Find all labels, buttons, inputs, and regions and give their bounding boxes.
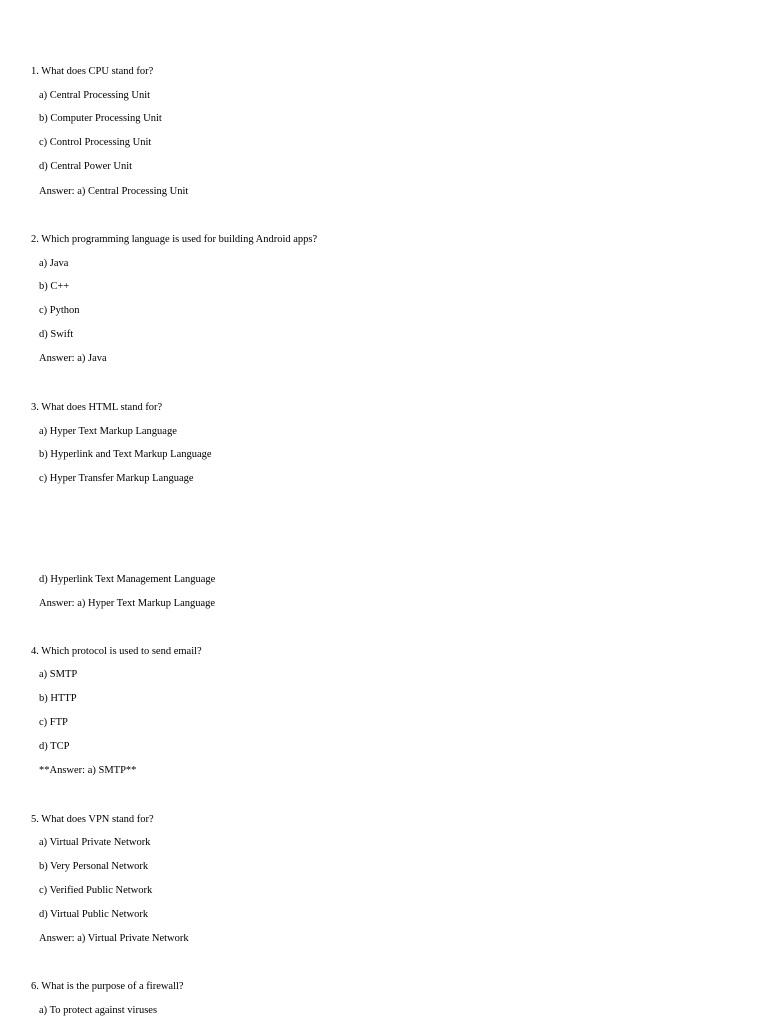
question-3-answer: Answer: a) Hyper Text Markup Language — [39, 598, 216, 609]
question-2-option-a: a) Java — [39, 258, 69, 269]
question-3-option-d: d) Hyperlink Text Management Language — [39, 574, 216, 585]
question-1-option-d: d) Central Power Unit — [39, 161, 133, 172]
question-2-text: 2. Which programming language is used for building Android apps? — [31, 234, 318, 245]
question-1-option-c: c) Control Processing Unit — [39, 137, 152, 148]
question-4-option-c: c) FTP — [39, 717, 68, 728]
question-1-answer: Answer: a) Central Processing Unit — [39, 186, 189, 197]
question-4-option-d: d) TCP — [39, 741, 70, 752]
question-1-option-b: b) Computer Processing Unit — [39, 113, 162, 124]
question-5-option-c: c) Verified Public Network — [39, 885, 153, 896]
question-6-option-a: a) To protect against viruses — [39, 1005, 158, 1016]
question-5-option-d: d) Virtual Public Network — [39, 909, 149, 920]
question-5-answer: Answer: a) Virtual Private Network — [39, 933, 189, 944]
question-4-option-a: a) SMTP — [39, 669, 78, 680]
question-1-text: 1. What does CPU stand for? — [31, 66, 154, 77]
question-5-option-b: b) Very Personal Network — [39, 861, 149, 872]
question-2-option-c: c) Python — [39, 305, 80, 316]
question-3-text: 3. What does HTML stand for? — [31, 402, 163, 413]
question-2-answer: Answer: a) Java — [39, 353, 107, 364]
question-1-option-a: a) Central Processing Unit — [39, 90, 151, 101]
question-4-option-b: b) HTTP — [39, 693, 77, 704]
question-5-text: 5. What does VPN stand for? — [31, 814, 154, 825]
question-3-option-a: a) Hyper Text Markup Language — [39, 426, 177, 437]
question-3-option-b: b) Hyperlink and Text Markup Language — [39, 449, 212, 460]
question-4-text: 4. Which protocol is used to send email? — [31, 646, 202, 657]
question-4-answer: **Answer: a) SMTP** — [39, 765, 137, 776]
question-3-option-c: c) Hyper Transfer Markup Language — [39, 473, 194, 484]
question-2-option-d: d) Swift — [39, 329, 74, 340]
question-5-option-a: a) Virtual Private Network — [39, 837, 151, 848]
question-2-option-b: b) C++ — [39, 281, 70, 292]
question-6-text: 6. What is the purpose of a firewall? — [31, 981, 184, 992]
